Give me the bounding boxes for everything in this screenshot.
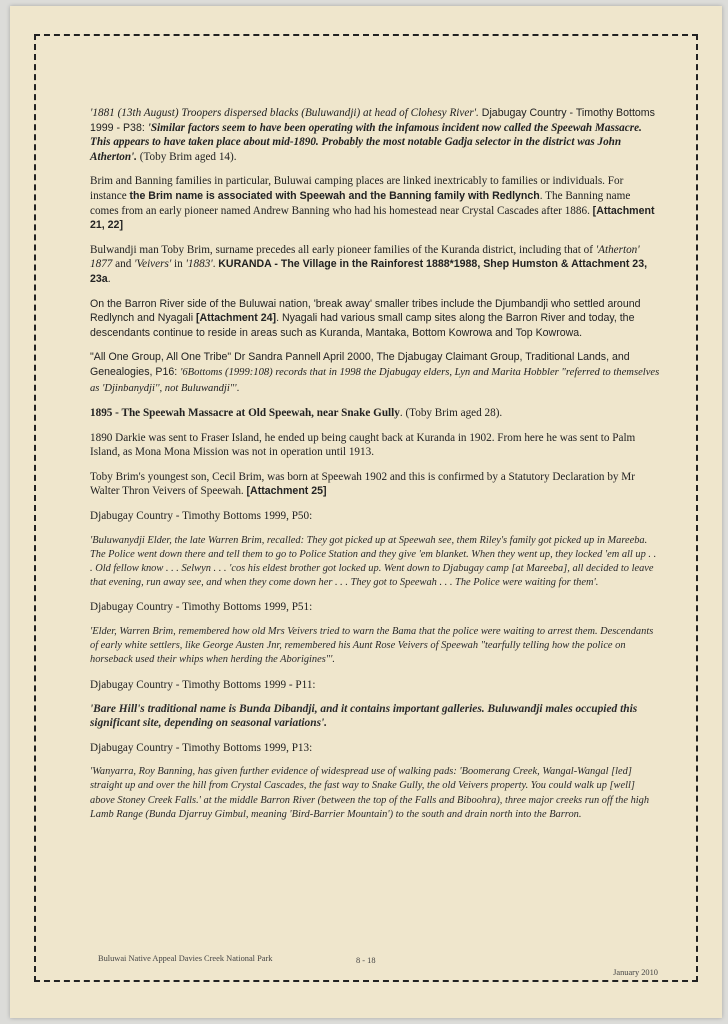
attachment-24-reference: [Attachment 24] xyxy=(196,312,277,325)
attachment-25-reference: [Attachment 25] xyxy=(246,485,327,498)
bottoms-citation: Djabugay Country - Timothy Bottoms 1999 - P38: xyxy=(90,107,655,134)
paragraph-2 xyxy=(90,174,660,232)
footer-document-title: Buluwai Native Appeal Davies Creek National Park xyxy=(98,954,273,963)
paragraph-7: 1890 Darkie was sent to Fraser Island, he ended up being caught back at Kuranda in 1902. From here he was sent to Palm Island, as Mona Mona Mission was not in operation until 1913. xyxy=(90,431,636,459)
citation-p11: Djabugay Country - Timothy Bottoms 1999 - P11: xyxy=(90,678,316,691)
paragraph-3 xyxy=(90,243,660,287)
paragraph-5 xyxy=(90,350,660,396)
paragraph-2-text: Brim and Banning families in particular, Buluwai camping places are linked inextricably to families or individuals. For instance xyxy=(90,175,624,202)
paragraph-3-text: Bulwandji man Toby Brim, surname precedes all early pioneer families of the Kuranda district, including that of xyxy=(90,243,596,256)
atherton-date: 'Atherton' 1877 xyxy=(90,243,640,271)
paragraph-3-in: in xyxy=(171,258,186,271)
paragraph-4-text: On the Barron River side of the Buluwai nation, 'break away' smaller tribes include the Djumbandji who settled around Redlynch and Nyagali xyxy=(90,297,641,325)
paragraph-4-text-cont: . Nyagali had various small camp sites along the Barron River and today, the descendants continue to reside in areas such as Kuranda, Mantaka, Bottom Kowrowa and Top Kowrowa. xyxy=(90,312,635,339)
pannell-citation: "All One Group, All One Tribe" Dr Sandra Pannell April 2000, The Djabugay Claimant Group, Traditional Lands, and Genealogies, P16: xyxy=(90,351,630,378)
troopers-source-text: '1881 (13th August) Troopers dispersed blacks (Buluwandji) at head of Clohesy River'. xyxy=(90,107,479,119)
paragraph-8-text: Toby Brim's youngest son, Cecil Brim, was born at Speewah 1902 and this is confirmed by a Statutory Declaration by Mr Walter Thron Veivers of Speewah. xyxy=(90,470,635,498)
veivers-date: '1883' xyxy=(185,258,213,271)
brim-banning-highlight: the Brim name is associated with Speewah and the Banning family with Redlynch xyxy=(129,189,540,202)
paragraph-3-period: . xyxy=(212,258,219,271)
document-body xyxy=(90,106,660,832)
toby-age-note: (Toby Brim aged 14). xyxy=(136,150,237,163)
paragraph-3-end: . xyxy=(107,272,111,285)
page-footer xyxy=(98,954,658,977)
paragraph-3-and: and xyxy=(112,258,135,271)
footer-page-number: 8 - 18 xyxy=(356,956,376,965)
quote-walking-pads-p13: 'Wanyarra, Roy Banning, has given further evidence of widespread use of walking pads: 'Boomerang Creek, Wangal-Wangal [led] straight up and over the hill from Crystal Cascades, the fast way to Snake Gully, the old Veivers property. You could walk up [well] above Stoney Creek Falls.' at the middle Barron River (between the top of the Falls and Biboohra), three major creeks run off the high Lamb Range (Bunda Djarruy Gimbul, meaning 'Bird-Barrier Mountain') to the south and drain north into the Barron. xyxy=(90,766,650,820)
massacre-heading-note: . (Toby Brim aged 28). xyxy=(399,407,503,420)
paragraph-2-text-cont: . The Banning name comes from an early pioneer named Andrew Banning who had his homestead near Crystal Cascades after 1886. xyxy=(90,189,631,217)
quote-warren-brim-p50: 'Buluwanydji Elder, the late Warren Brim, recalled: They got picked up at Speewah see, them Riley's family got picked up in Mareeba. The Police went down there and tell them to go to Police Station and they give 'em blanket. When they went up, they locked 'em all up . . . Old fellow know . . . Selwyn . . . 'cos his eldest brother got locked up. Went down to Djabugay camp [at Mareeba], all decided to leave that evening, run away see, and when they come down her . . . They got to Speewah . . . The Police were waiting for them'. xyxy=(90,534,657,589)
paragraph-4 xyxy=(90,297,660,341)
massacre-heading: 1895 - The Speewah Massacre at Old Speewah, near Snake Gully xyxy=(90,407,400,420)
kuranda-reference: KURANDA - The Village in the Rainforest 1888*1988, Shep Humston & Attachment 23, 23a xyxy=(90,258,648,285)
citation-p51: Djabugay Country - Timothy Bottoms 1999, P51: xyxy=(90,601,313,614)
section-heading-1895 xyxy=(90,406,660,421)
citation-p50: Djabugay Country - Timothy Bottoms 1999, P50: xyxy=(90,510,313,523)
citation-p13: Djabugay Country - Timothy Bottoms 1999, P13: xyxy=(90,741,313,754)
paragraph-8 xyxy=(90,470,660,499)
hobbler-quote: '6Bottoms (1999:108) records that in 1998 the Djabugay elders, Lyn and Marita Hobbler "referred to themselves as 'Djinbanydji'', not Buluwandji"' xyxy=(90,366,660,394)
footer-date: January 2010 xyxy=(613,968,658,977)
paragraph-1 xyxy=(90,106,660,164)
document-page xyxy=(10,6,722,1018)
attachment-reference: [Attachment 21, 22] xyxy=(90,204,655,232)
speewah-massacre-quote: 'Similar factors seem to have been operating with the infamous incident now called the Speewah Massacre. This appears to have taken place about mid-1890. Probably the most notable Gadja selector in the district was John Atherton'. xyxy=(90,121,642,163)
quote-veivers-p51: 'Elder, Warren Brim, remembered how old Mrs Veivers tried to warn the Bama that the police were waiting to arrest them. Descendants of early white settlers, like George Austen Jnr, remembered his Aunt Rose Veivers of Speewah "tearfully telling how the police on horseback used their whips when herding the Aborigines"'. xyxy=(90,626,654,666)
veivers-name: 'Veivers' xyxy=(134,258,172,271)
quote-bare-hill-p11: 'Bare Hill's traditional name is Bunda Dibandji, and it contains important galleries. Buluwandji males occupied this significant site, depending on seasonal variations'. xyxy=(90,703,638,730)
paragraph-5-end: . xyxy=(236,381,240,394)
